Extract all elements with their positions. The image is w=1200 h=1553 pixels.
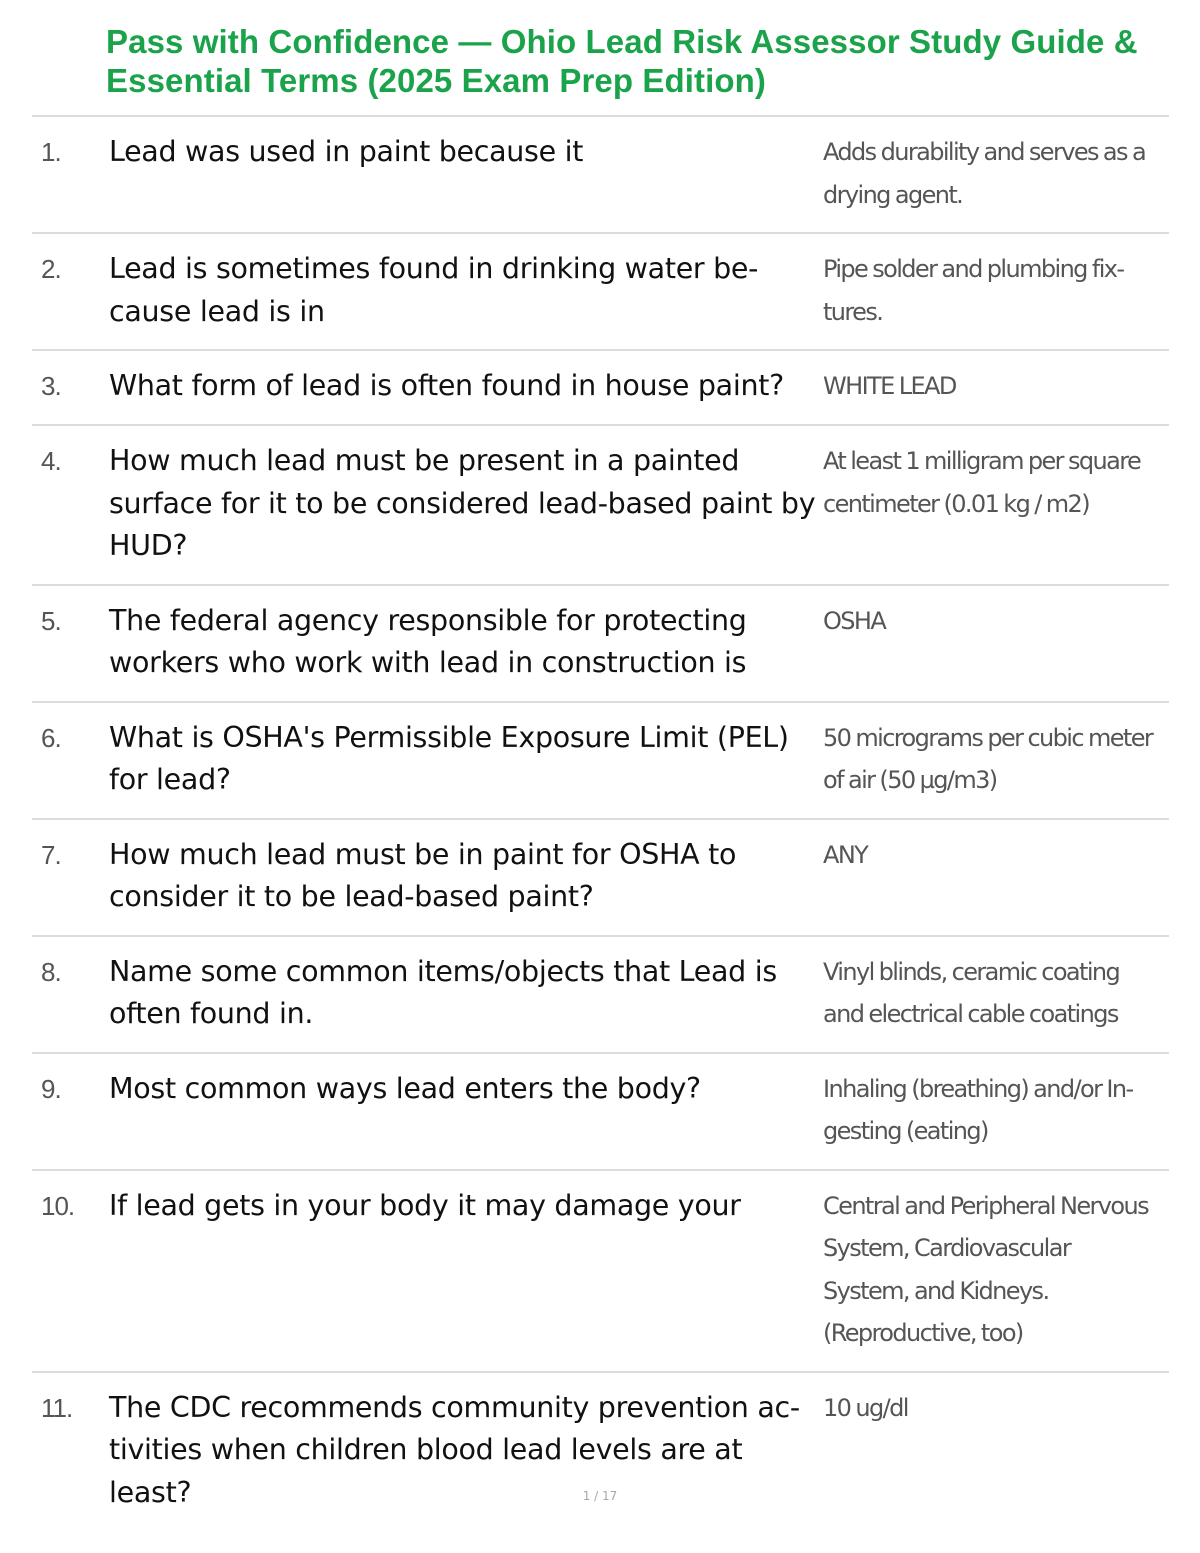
card-term: What form of lead is often found in house paint? [109, 369, 784, 402]
card-number: 9. [41, 1073, 61, 1104]
flashcard-row [32, 351, 1169, 426]
flashcard-row [32, 426, 1169, 586]
card-number: 11. [41, 1392, 73, 1423]
card-term: Lead is sometimes found in drinking water be- cause lead is in [109, 252, 759, 328]
card-definition: Adds durability and serves as a drying agent. [823, 138, 1146, 209]
card-term: The CDC recommends community prevention ac- tivities when children blood lead levels are at least? [109, 1390, 800, 1509]
flashcard-row [32, 1373, 1169, 1531]
flashcard-row [32, 937, 1169, 1054]
card-term: How much lead must be in paint for OSHA to consider it to be lead-based paint? [109, 837, 737, 913]
card-definition: 50 micrograms per cubic meter of air (50 µg/m3) [823, 723, 1153, 794]
card-definition: Pipe solder and plumbing fix- tures. [823, 255, 1124, 326]
card-definition: 10 ug/dl [823, 1393, 908, 1422]
card-definition: WHITE LEAD [823, 372, 956, 400]
card-number: 7. [41, 839, 61, 870]
card-term: If lead gets in your body it may damage your [109, 1188, 741, 1222]
card-number: 4. [41, 446, 61, 476]
card-term: Most common ways lead enters the body? [109, 1071, 701, 1105]
flashcard-row [32, 586, 1169, 703]
page-title: Pass with Confidence — Ohio Lead Risk Assessor Study Guide & Essential Terms (2025 Exam Prep Edition) [106, 23, 1138, 99]
card-number: 2. [41, 254, 61, 284]
card-number: 6. [41, 722, 61, 753]
card-number: 10. [41, 1190, 75, 1221]
card-number: 3. [41, 371, 61, 401]
flashcard-list [32, 115, 1169, 1530]
page-indicator: 1 / 17 [582, 1489, 618, 1503]
flashcard-row [32, 703, 1169, 820]
card-term: Name some common items/objects that Lead is often found in. [109, 954, 777, 1030]
card-definition: Vinyl blinds, ceramic coating and electrical cable coatings [823, 957, 1120, 1028]
flashcard-row [32, 1054, 1169, 1171]
flashcard-row [32, 234, 1169, 351]
card-definition: Central and Peripheral Nervous System, Cardiovascular System, and Kidneys. (Reproductive, too) [823, 1191, 1148, 1347]
card-term: Lead was used in paint because it [109, 135, 584, 168]
card-number: 5. [41, 605, 61, 636]
card-definition: ANY [823, 840, 868, 869]
card-term: The federal agency responsible for protecting workers who work with lead in construction is [109, 603, 747, 679]
card-definition: OSHA [823, 606, 886, 635]
card-number: 8. [41, 956, 61, 987]
flashcard-row [32, 1171, 1169, 1373]
flashcard-row [32, 820, 1169, 937]
card-term: How much lead must be present in a painted surface for it to be considered lead-based paint by HUD? [109, 444, 816, 562]
card-number: 1. [41, 137, 61, 167]
card-definition: At least 1 milligram per square centimeter (0.01 kg / m2) [823, 447, 1141, 518]
card-term: What is OSHA's Permissible Exposure Limit (PEL) for lead? [109, 720, 789, 796]
card-definition: Inhaling (breathing) and/or In- gesting (eating) [823, 1074, 1133, 1145]
flashcard-row [32, 117, 1169, 234]
